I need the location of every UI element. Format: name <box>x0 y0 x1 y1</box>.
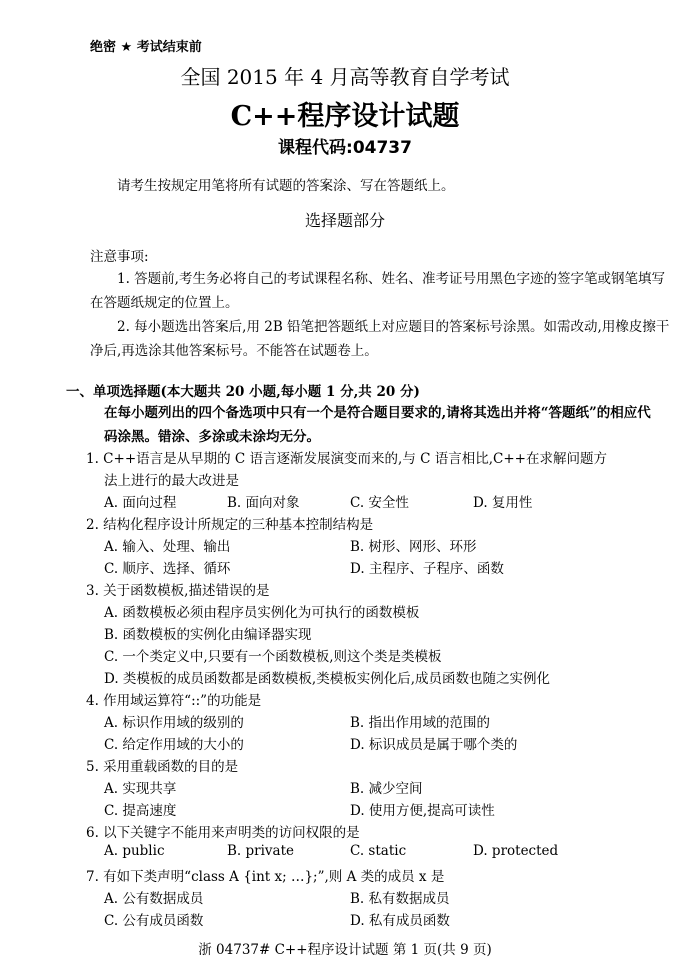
option: D. 标识成员是属于哪个类的 <box>350 737 518 753</box>
option: A. 实现共享 <box>104 781 177 797</box>
question-stem: 2. 结构化程序设计所规定的三种基本控制结构是 <box>86 517 374 533</box>
option: C. 一个类定义中,只要有一个函数模板,则这个类是类模板 <box>104 649 442 665</box>
notice-item: 2. 每小题选出答案后,用 2B 铅笔把答题纸上对应题目的答案标号涂黑。如需改动,用橡皮擦干净后,再选涂其他答案标号。不能答在试题卷上。 <box>90 319 670 359</box>
question-stem: 3. 关于函数模板,描述错误的是 <box>86 583 270 599</box>
course-code: 课程代码:04737 <box>278 138 412 158</box>
notice-heading: 注意事项: <box>90 249 149 265</box>
intro-text: 请考生按规定用笔将所有试题的答案涂、写在答题纸上。 <box>117 178 455 194</box>
option: A. 函数模板必须由程序员实例化为可执行的函数模板 <box>104 605 420 621</box>
option: A. 标识作用域的级别的 <box>104 715 244 731</box>
section-heading: 一、单项选择题(本大题共 20 小题,每小题 1 分,共 20 分) <box>66 384 420 400</box>
exam-title: 全国 2015 年 4 月高等教育自学考试 <box>180 65 510 89</box>
option: B. 指出作用域的范围的 <box>350 715 491 731</box>
section-instruction: 在每小题列出的四个备选项中只有一个是符合题目要求的,请将其选出并将“答题纸”的相应代码涂黑。错涂、多涂或未涂均无分。 <box>104 405 651 445</box>
option: B. 函数模板的实例化由编译器实现 <box>104 627 312 643</box>
option: C. 顺序、选择、循环 <box>104 561 231 577</box>
question-stem: 6. 以下关键字不能用来声明类的访问权限的是 <box>86 825 360 841</box>
option: D. 复用性 <box>473 495 533 511</box>
option: C. 给定作用域的大小的 <box>104 737 244 753</box>
option: D. 主程序、子程序、函数 <box>350 561 504 577</box>
option: D. 类模板的成员函数都是函数模板,类模板实例化后,成员函数也随之实例化 <box>104 671 551 687</box>
option: B. private <box>227 843 295 859</box>
question-stem: 5. 采用重载函数的目的是 <box>86 759 239 775</box>
option: C. 提高速度 <box>104 803 177 819</box>
part-title: 选择题部分 <box>304 211 385 230</box>
option: B. 私有数据成员 <box>350 891 450 907</box>
confidential-label: 绝密 ★ 考试结束前 <box>90 40 202 55</box>
option: A. 面向过程 <box>104 495 177 511</box>
page-footer: 浙 04737# C++程序设计试题 第 1 页(共 9 页) <box>198 942 492 958</box>
option: A. public <box>104 843 165 859</box>
subject-title: C++程序设计试题 <box>230 101 460 132</box>
option: A. 公有数据成员 <box>104 891 204 907</box>
option: A. 输入、处理、输出 <box>104 539 231 555</box>
option: D. 使用方便,提高可读性 <box>350 803 495 819</box>
option: C. 公有成员函数 <box>104 913 204 929</box>
option: C. static <box>350 843 407 859</box>
question-stem: 4. 作用域运算符“::”的功能是 <box>86 693 262 709</box>
question-stem: 1. C++语言是从早期的 C 语言逐渐发展演变而来的,与 C 语言相比,C++在求解问题方 <box>86 451 607 467</box>
notice-item: 1. 答题前,考生务必将自己的考试课程名称、姓名、准考证号用黑色字迹的签字笔或钢笔填写在答题纸规定的位置上。 <box>90 271 665 311</box>
option: B. 树形、网形、环形 <box>350 539 477 555</box>
option: D. protected <box>473 843 559 859</box>
option: B. 减少空间 <box>350 781 423 797</box>
option: C. 安全性 <box>350 495 409 511</box>
question-stem: 法上进行的最大改进是 <box>104 473 239 489</box>
option: B. 面向对象 <box>227 495 300 511</box>
option: D. 私有成员函数 <box>350 913 450 929</box>
question-stem: 7. 有如下类声明“class A {int x; …};”,则 A 类的成员 x 是 <box>86 869 445 885</box>
